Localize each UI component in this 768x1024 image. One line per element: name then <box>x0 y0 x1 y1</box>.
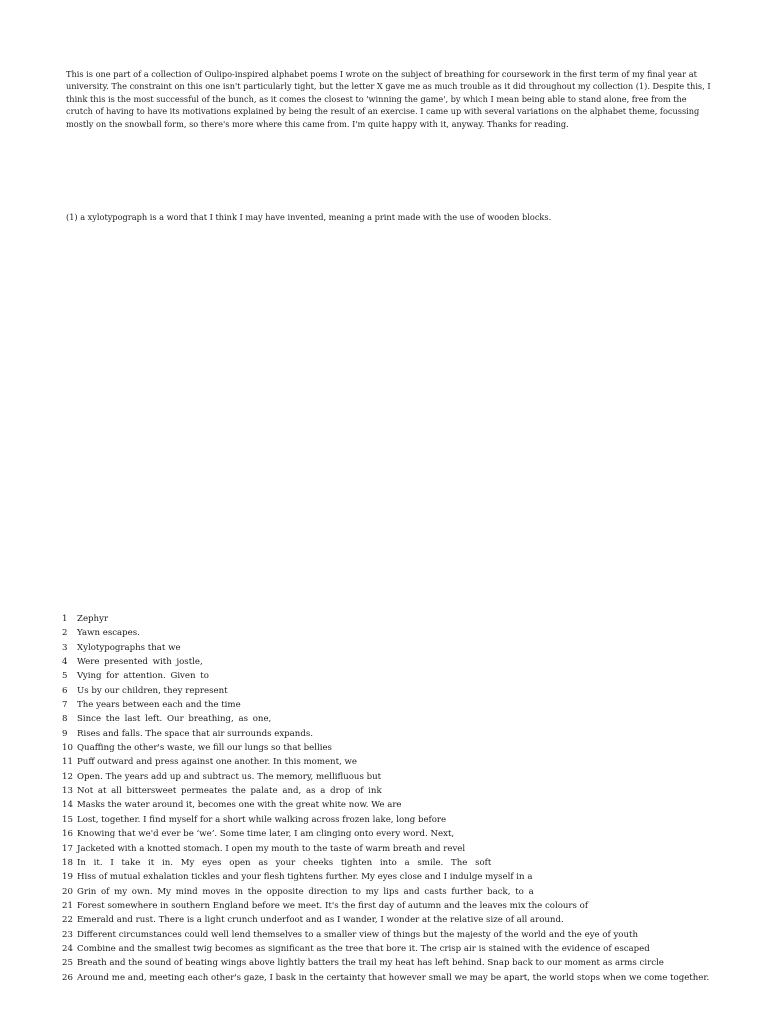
line-text: Grin of my own. My mind moves in the opposite direction to my lips and casts further back, to a <box>77 886 534 897</box>
line-number: 1 <box>62 614 68 624</box>
poem-line <box>62 842 742 856</box>
line-number: 19 <box>62 872 73 883</box>
poem-line <box>62 942 742 956</box>
line-text: Open. The years add up and subtract us. The memory, mellifluous but <box>77 771 382 782</box>
poem-line <box>62 727 742 741</box>
poem-line <box>62 755 742 769</box>
poem-line <box>62 741 742 755</box>
poem-line <box>62 684 742 698</box>
line-text: Puff outward and press against one another. In this moment, we <box>77 757 357 768</box>
poem-line <box>62 928 742 942</box>
line-number: 22 <box>62 915 73 926</box>
line-text: Since the last left. Our breathing, as one, <box>77 714 272 725</box>
poem-line <box>62 641 742 655</box>
line-number: 9 <box>62 728 68 739</box>
poem-line <box>62 669 742 683</box>
line-text: Us by our children, they represent <box>77 685 228 696</box>
line-number: 23 <box>62 929 73 940</box>
line-text: Zephyr <box>77 614 109 624</box>
line-number: 11 <box>62 757 73 768</box>
line-number: 14 <box>62 800 73 811</box>
footnote: (1) a xylotypograph is a word that I think I may have invented, meaning a print made with the use of wooden blocks. <box>66 212 552 222</box>
poem-line <box>62 612 742 626</box>
line-number: 18 <box>62 857 73 868</box>
line-number: 25 <box>62 958 73 969</box>
line-number: 3 <box>62 642 68 653</box>
line-text: Jacketed with a knotted stomach. I open my mouth to the taste of warm breath and revel <box>77 843 466 854</box>
line-number: 4 <box>62 657 68 668</box>
line-number: 7 <box>62 700 68 711</box>
poem-line <box>62 913 742 927</box>
line-number: 21 <box>62 900 73 911</box>
line-text: Vying for attention. Given to <box>77 671 209 682</box>
poem <box>62 612 742 985</box>
poem-line <box>62 956 742 970</box>
poem-line <box>62 870 742 884</box>
line-text: Hiss of mutual exhalation tickles and your flesh tightens further. My eyes close and I indulge myself in a <box>77 872 533 883</box>
poem-line <box>62 770 742 784</box>
line-number: 12 <box>62 771 73 782</box>
line-text: Yawn escapes. <box>77 628 140 639</box>
line-text: Different circumstances could well lend themselves to a smaller view of things but the majesty of the world and the eye of youth <box>77 929 638 940</box>
line-number: 16 <box>62 829 73 840</box>
line-text: Xylotypographs that we <box>77 642 181 653</box>
line-text: Emerald and rust. There is a light crunch underfoot and as I wander, I wonder at the relative size of all around. <box>77 915 564 926</box>
line-text: Forest somewhere in southern England before we meet. It's the first day of autumn and the leaves mix the colours of <box>77 900 589 911</box>
line-number: 10 <box>62 743 73 754</box>
line-text: Quaffing the other's waste, we fill our lungs so that bellies <box>77 743 332 754</box>
poem-line <box>62 698 742 712</box>
line-number: 8 <box>62 714 68 725</box>
line-text: Breath and the sound of beating wings above lightly batters the trail my heat has left behind. Snap back to our moment as arms circle <box>77 958 664 969</box>
poem-line <box>62 813 742 827</box>
intro-paragraph: This is one part of a collection of Oulipo-inspired alphabet poems I wrote on the subject of breathing for coursework in the first term of my final year at university. The constraint on this one isn't particularly tight, but the letter X gave me as much trouble as it did throughout my collection (1). Despite this, I think this is the most successful of the bunch, as it comes the closest to 'winning the game', by which I mean being able to stand alone, free from the crutch of having to have its motivations explained by being the result of an exercise. I came up with several variations on the alphabet theme, focussing mostly on the snowball form, so there's more where this came from. I'm quite happy with it, anyway. Thanks for reading. <box>66 69 711 129</box>
poem-line <box>62 798 742 812</box>
line-text: Not at all bittersweet permeates the palate and, as a drop of ink <box>77 786 382 797</box>
line-number: 15 <box>62 814 73 825</box>
line-number: 24 <box>62 943 73 954</box>
line-text: Were presented with jostle, <box>77 657 203 668</box>
line-number: 17 <box>62 843 73 854</box>
line-text: Masks the water around it, becomes one with the great white now. We are <box>77 800 402 811</box>
line-text: Lost, together. I find myself for a short while walking across frozen lake, long before <box>77 814 447 825</box>
line-text: Rises and falls. The space that air surrounds expands. <box>77 728 313 739</box>
line-number: 5 <box>62 671 68 682</box>
poem-line <box>62 899 742 913</box>
poem-line <box>62 885 742 899</box>
line-text: Combine and the smallest twig becomes as significant as the tree that bore it. The crisp air is stained with the evidence of escaped <box>77 943 650 954</box>
line-text: In it. I take it in. My eyes open as your cheeks tighten into a smile. The soft <box>77 857 492 868</box>
line-number: 13 <box>62 786 73 797</box>
line-text: Knowing that we'd ever be ‘we’. Some time later, I am clinging onto every word. Next, <box>77 829 455 840</box>
poem-line <box>62 971 742 985</box>
poem-line <box>62 655 742 669</box>
poem-line <box>62 827 742 841</box>
line-number: 6 <box>62 685 68 696</box>
poem-line <box>62 784 742 798</box>
poem-line <box>62 712 742 726</box>
line-number: 26 <box>62 972 73 983</box>
line-text: Around me and, meeting each other's gaze, I bask in the certainty that however small we may be apart, the world stops when we come together. <box>77 972 710 983</box>
line-number: 20 <box>62 886 73 897</box>
poem-line <box>62 626 742 640</box>
line-text: The years between each and the time <box>77 700 241 711</box>
line-number: 2 <box>62 628 68 639</box>
poem-line <box>62 856 742 870</box>
